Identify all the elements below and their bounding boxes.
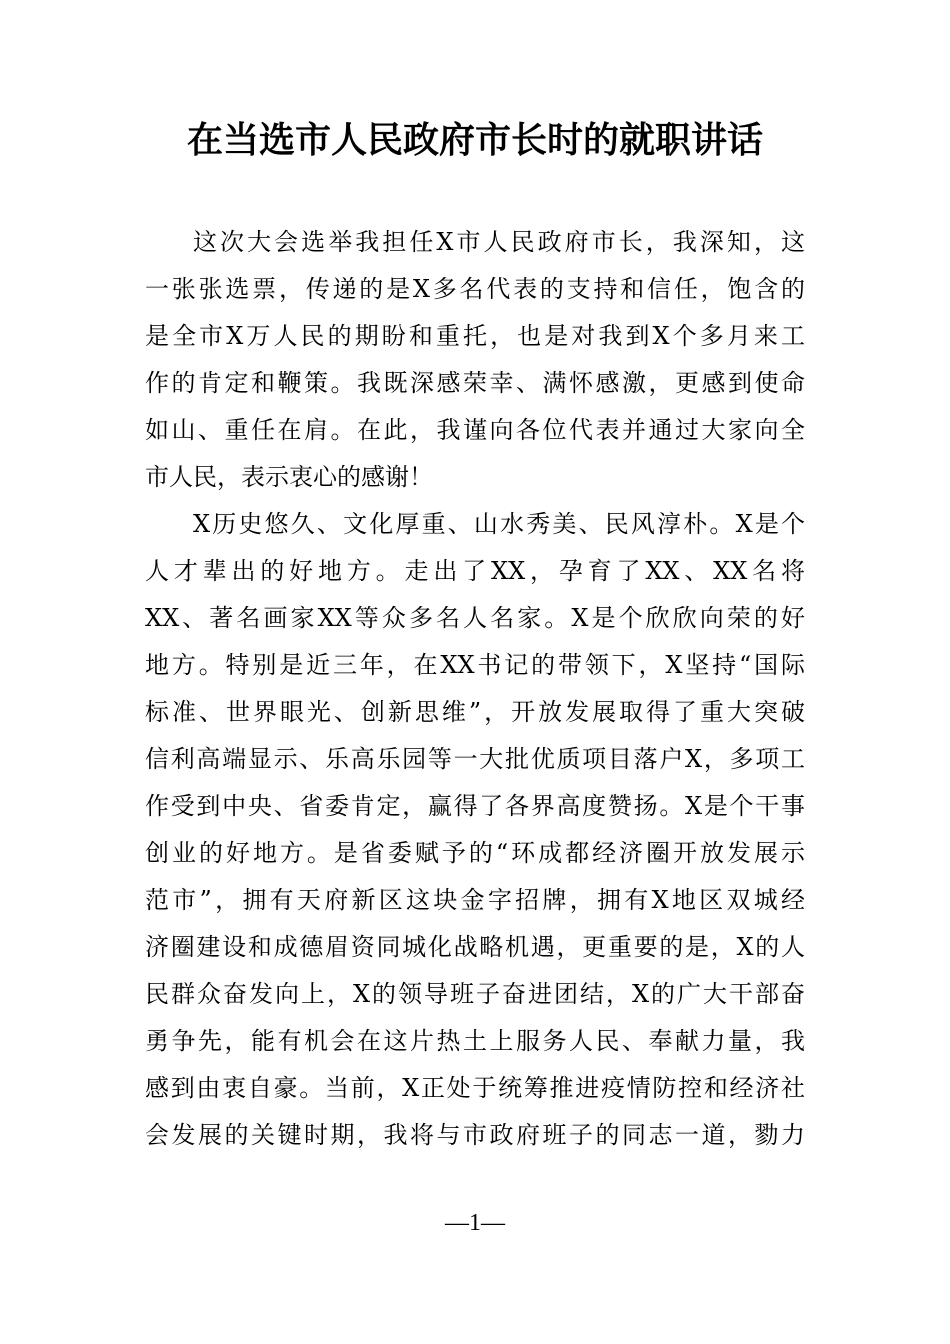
paragraph-line: 一张张选票，传递的是X多名代表的支持和信任，饱含的: [145, 275, 805, 303]
paragraph-line: 信利高端显示、乐高乐园等一大批优质项目落户X，多项工: [145, 745, 805, 773]
paragraph-line: 作的肯定和鞭策。我既深感荣幸、满怀感激，更感到使命: [145, 369, 805, 397]
paragraph-line: 济圈建设和成德眉资同城化战略机遇，更重要的是，X的人: [145, 933, 805, 961]
paragraph-line: 如山、重任在肩。在此，我谨向各位代表并通过大家向全: [145, 416, 805, 444]
paragraph-line: X历史悠久、文化厚重、山水秀美、民风淳朴。X是个: [193, 510, 805, 538]
paragraph-line: 创业的好地方。是省委赋予的“环成都经济圈开放发展示: [145, 839, 805, 867]
paragraph-1: [145, 219, 805, 501]
paragraph-line: 标准、世界眼光、创新思维”，开放发展取得了重大突破: [145, 698, 805, 726]
paragraph-line: 地方。特别是近三年，在XX书记的带领下，X坚持“国际: [145, 651, 805, 679]
paragraph-line: 人才辈出的好地方。走出了XX，孕育了XX、XX名将: [145, 557, 805, 585]
paragraph-line: 作受到中央、省委肯定，赢得了各界高度赞扬。X是个干事: [145, 792, 805, 820]
paragraph-line: XX、著名画家XX等众多名人名家。X是个欣欣向荣的好: [145, 604, 805, 632]
paragraph-line: 范市”，拥有天府新区这块金字招牌，拥有X地区双城经: [145, 886, 805, 914]
paragraph-line: 感到由衷自豪。当前，X正处于统筹推进疫情防控和经济社: [145, 1074, 805, 1102]
document-body: [145, 219, 805, 1159]
paragraph-line: 是全市X万人民的期盼和重托，也是对我到X个多月来工: [145, 322, 805, 350]
paragraph-line: 民群众奋发向上，X的领导班子奋进团结，X的广大干部奋: [145, 980, 805, 1008]
paragraph-line: 市人民，表示衷心的感谢！: [145, 463, 433, 491]
paragraph-line: 这次大会选举我担任X市人民政府市长，我深知，这: [193, 228, 805, 256]
paragraph-line: 勇争先，能有机会在这片热土上服务人民、奉献力量，我: [145, 1027, 805, 1055]
paragraph-line: 会发展的关键时期，我将与市政府班子的同志一道，勠力: [145, 1121, 805, 1149]
page-number: —1—: [445, 1210, 505, 1236]
paragraph-2: [145, 501, 805, 1159]
document-title: 在当选市人民政府市长时的就职讲话: [186, 119, 763, 161]
